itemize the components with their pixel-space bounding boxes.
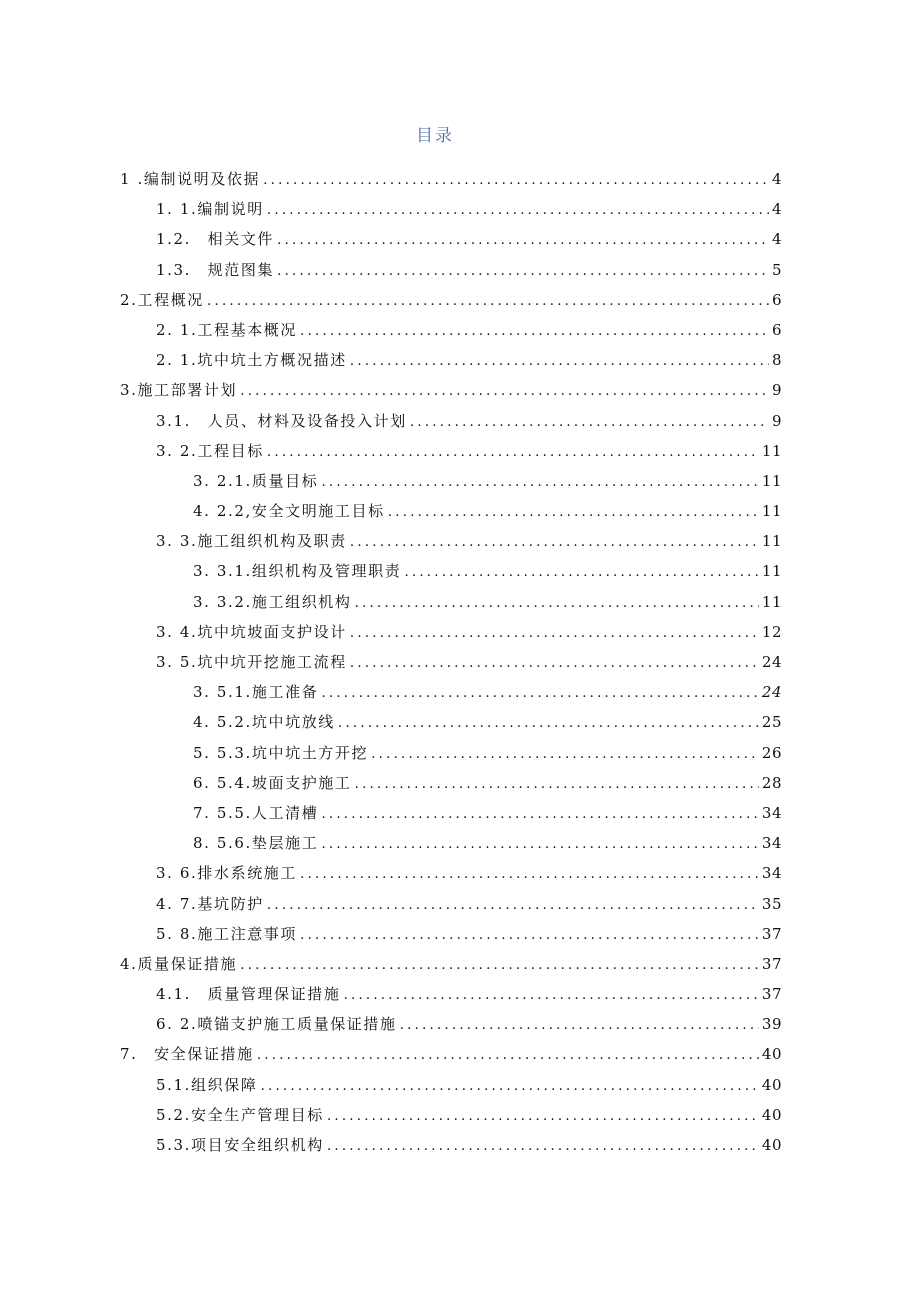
toc-entry-label: 2. 1.坑中坑土方概况描述 <box>156 351 347 370</box>
toc-entry-page: 37 <box>761 954 782 973</box>
toc-entry[interactable] <box>120 1009 782 1039</box>
toc-entry-label: 3. 6.排水系统施工 <box>156 864 297 883</box>
toc-leader-dots <box>321 799 759 829</box>
toc-entry-page: 40 <box>761 1136 782 1154</box>
toc-leader-dots <box>327 1101 759 1131</box>
toc-entry-label: 3. 2.工程目标 <box>156 441 264 460</box>
toc-entry-label: 4. 7.基坑防护 <box>156 894 264 913</box>
toc-leader-dots <box>388 497 759 527</box>
toc-entry[interactable] <box>120 738 782 768</box>
toc-leader-dots <box>267 890 759 920</box>
toc-entry-label: 3.施工部署计划 <box>120 381 238 400</box>
toc-entry-label: 4. 5.2.坑中坑放线 <box>193 713 335 732</box>
toc-entry-page: 6 <box>771 290 782 309</box>
toc-entry[interactable] <box>120 375 782 405</box>
toc-entry[interactable] <box>120 224 782 254</box>
toc-entry-page: 11 <box>761 562 782 581</box>
toc-entry[interactable] <box>120 285 782 315</box>
toc-entry-label: 6. 2.喷锚支护施工质量保证措施 <box>156 1015 397 1034</box>
toc-entry[interactable] <box>120 1100 782 1130</box>
toc-leader-dots <box>338 708 759 738</box>
toc-leader-dots <box>240 376 769 406</box>
toc-entry-page: 11 <box>761 441 782 460</box>
toc-entry[interactable] <box>120 1039 782 1069</box>
toc-entry[interactable] <box>120 798 782 828</box>
toc-entry-page: 28 <box>761 773 782 792</box>
toc-entry-label: 5.2.安全生产管理目标 <box>156 1105 324 1124</box>
toc-entry-label: 2. 1.工程基本概况 <box>156 320 297 339</box>
toc-entry-page: 24 <box>761 653 782 671</box>
toc-leader-dots <box>277 256 769 286</box>
toc-entry-label: 3. 3.1.组织机构及管理职责 <box>193 562 402 581</box>
toc-entry-label: 6. 5.4.坡面支护施工 <box>193 773 352 792</box>
toc-leader-dots <box>327 1131 759 1161</box>
toc-entry-label: 8. 5.6.垫层施工 <box>193 834 319 853</box>
toc-entry-label: 7. 5.5.人工清槽 <box>193 803 319 822</box>
toc-leader-dots <box>371 739 759 769</box>
toc-leader-dots <box>207 286 769 316</box>
toc-entry[interactable] <box>120 436 782 466</box>
toc-entry-label: 3.1. 人员、材料及设备投入计划 <box>156 411 407 430</box>
toc-entry-label: 5.3.项目安全组织机构 <box>156 1136 324 1154</box>
toc-leader-dots <box>240 950 759 980</box>
toc-entry[interactable] <box>120 556 782 586</box>
toc-entry-page: 40 <box>761 1075 782 1094</box>
toc-leader-dots <box>267 437 759 467</box>
toc-entry[interactable] <box>120 164 782 194</box>
toc-leader-dots <box>321 467 759 497</box>
toc-entry-page: 11 <box>761 471 782 490</box>
toc-entry-page: 40 <box>761 1045 782 1064</box>
toc-entry-page: 37 <box>761 924 782 943</box>
toc-leader-dots <box>257 1040 759 1070</box>
toc-entry-label: 1. 1.编制说明 <box>156 200 264 219</box>
toc-entry[interactable] <box>120 707 782 737</box>
toc-leader-dots <box>260 1071 758 1101</box>
toc-entry-label: 5. 5.3.坑中坑土方开挖 <box>193 743 369 762</box>
toc-leader-dots <box>410 407 769 437</box>
toc-entry-page: 25 <box>761 713 782 732</box>
toc-leader-dots <box>267 195 769 225</box>
toc-entry[interactable] <box>120 406 782 436</box>
toc-entry-label: 2.工程概况 <box>120 290 204 309</box>
toc-entry[interactable] <box>120 194 782 224</box>
toc-entry-page: 34 <box>761 864 782 883</box>
toc-entry-page: 34 <box>761 803 782 822</box>
toc-leader-dots <box>343 980 758 1010</box>
toc-entry-page: 4 <box>771 170 782 188</box>
toc-entry[interactable] <box>120 919 782 949</box>
toc-title: 目录 <box>416 126 454 146</box>
toc-leader-dots <box>263 165 769 195</box>
toc-entry[interactable] <box>120 255 782 285</box>
toc-entry-label: 3. 5.1.施工准备 <box>193 683 319 702</box>
toc-entry-label: 3. 5.坑中坑开挖施工流程 <box>156 653 347 671</box>
toc-entry-label: 1.3. 规范图集 <box>156 260 275 279</box>
toc-entry-label: 3. 3.2.施工组织机构 <box>193 592 352 611</box>
toc-entry-label: 3. 3.施工组织机构及职责 <box>156 532 347 551</box>
toc-leader-dots <box>404 557 759 587</box>
toc-entry-label: 4.1. 质量管理保证措施 <box>156 985 341 1004</box>
toc-entry-label: 1 .编制说明及依据 <box>120 170 261 188</box>
toc-entry[interactable] <box>120 858 782 888</box>
toc-entry[interactable] <box>120 949 782 979</box>
toc-entry-page: 9 <box>771 381 782 400</box>
toc-leader-dots <box>321 829 759 859</box>
toc-leader-dots <box>300 859 759 889</box>
toc-entry-page: 26 <box>761 743 782 762</box>
toc-leader-dots <box>355 588 759 618</box>
toc-leader-dots <box>300 920 759 950</box>
toc-entry-page: 11 <box>761 502 782 521</box>
toc-entry[interactable] <box>120 889 782 919</box>
toc-leader-dots <box>355 769 759 799</box>
toc-entry[interactable] <box>120 768 782 798</box>
toc-entry-label: 1.2. 相关文件 <box>156 230 275 249</box>
toc-leader-dots <box>300 316 769 346</box>
toc-entry[interactable] <box>120 466 782 496</box>
toc-entry-label: 3. 4.坑中坑坡面支护设计 <box>156 622 347 641</box>
toc-leader-dots <box>321 678 759 708</box>
toc-leader-dots <box>350 527 759 557</box>
toc-entry-label: 5. 8.施工注意事项 <box>156 924 297 943</box>
toc-entry[interactable] <box>120 526 782 556</box>
toc-leader-dots <box>350 648 759 678</box>
toc-leader-dots <box>350 346 769 376</box>
toc-entry-page: 5 <box>771 260 782 279</box>
toc-entry-page: 11 <box>761 592 782 611</box>
toc-entry-page: 11 <box>761 532 782 551</box>
toc-entry[interactable] <box>120 345 782 375</box>
toc-entry[interactable] <box>120 315 782 345</box>
toc-entry-page: 12 <box>761 622 782 641</box>
table-of-contents <box>120 164 782 1160</box>
toc-entry[interactable] <box>120 677 782 707</box>
toc-leader-dots <box>350 618 759 648</box>
toc-entry[interactable] <box>120 617 782 647</box>
toc-entry-page: 9 <box>771 411 782 430</box>
toc-entry[interactable] <box>120 1130 782 1160</box>
toc-leader-dots <box>400 1010 759 1040</box>
toc-entry-page: 40 <box>761 1105 782 1124</box>
toc-leader-dots <box>277 225 769 255</box>
toc-entry-page: 39 <box>761 1015 782 1034</box>
toc-entry-label: 5.1.组织保障 <box>156 1075 258 1094</box>
toc-entry[interactable] <box>120 587 782 617</box>
toc-entry-page: 8 <box>771 351 782 370</box>
toc-entry-label: 3. 2.1.质量目标 <box>193 471 319 490</box>
toc-entry[interactable] <box>120 828 782 858</box>
toc-entry[interactable] <box>120 647 782 677</box>
toc-entry-page: 35 <box>761 894 782 913</box>
toc-entry-label: 4.质量保证措施 <box>120 954 238 973</box>
toc-entry-page: 4 <box>771 200 782 219</box>
toc-entry[interactable] <box>120 979 782 1009</box>
toc-entry[interactable] <box>120 496 782 526</box>
toc-entry-page: 34 <box>761 834 782 853</box>
toc-entry-page: 4 <box>771 230 782 249</box>
toc-entry-page: 37 <box>761 985 782 1004</box>
toc-entry-label: 7. 安全保证措施 <box>120 1045 254 1064</box>
toc-entry[interactable] <box>120 1070 782 1100</box>
toc-entry-page: 6 <box>771 320 782 339</box>
toc-entry-label: 4. 2.2,安全文明施工目标 <box>193 502 385 521</box>
toc-entry-page: 24 <box>761 683 782 702</box>
